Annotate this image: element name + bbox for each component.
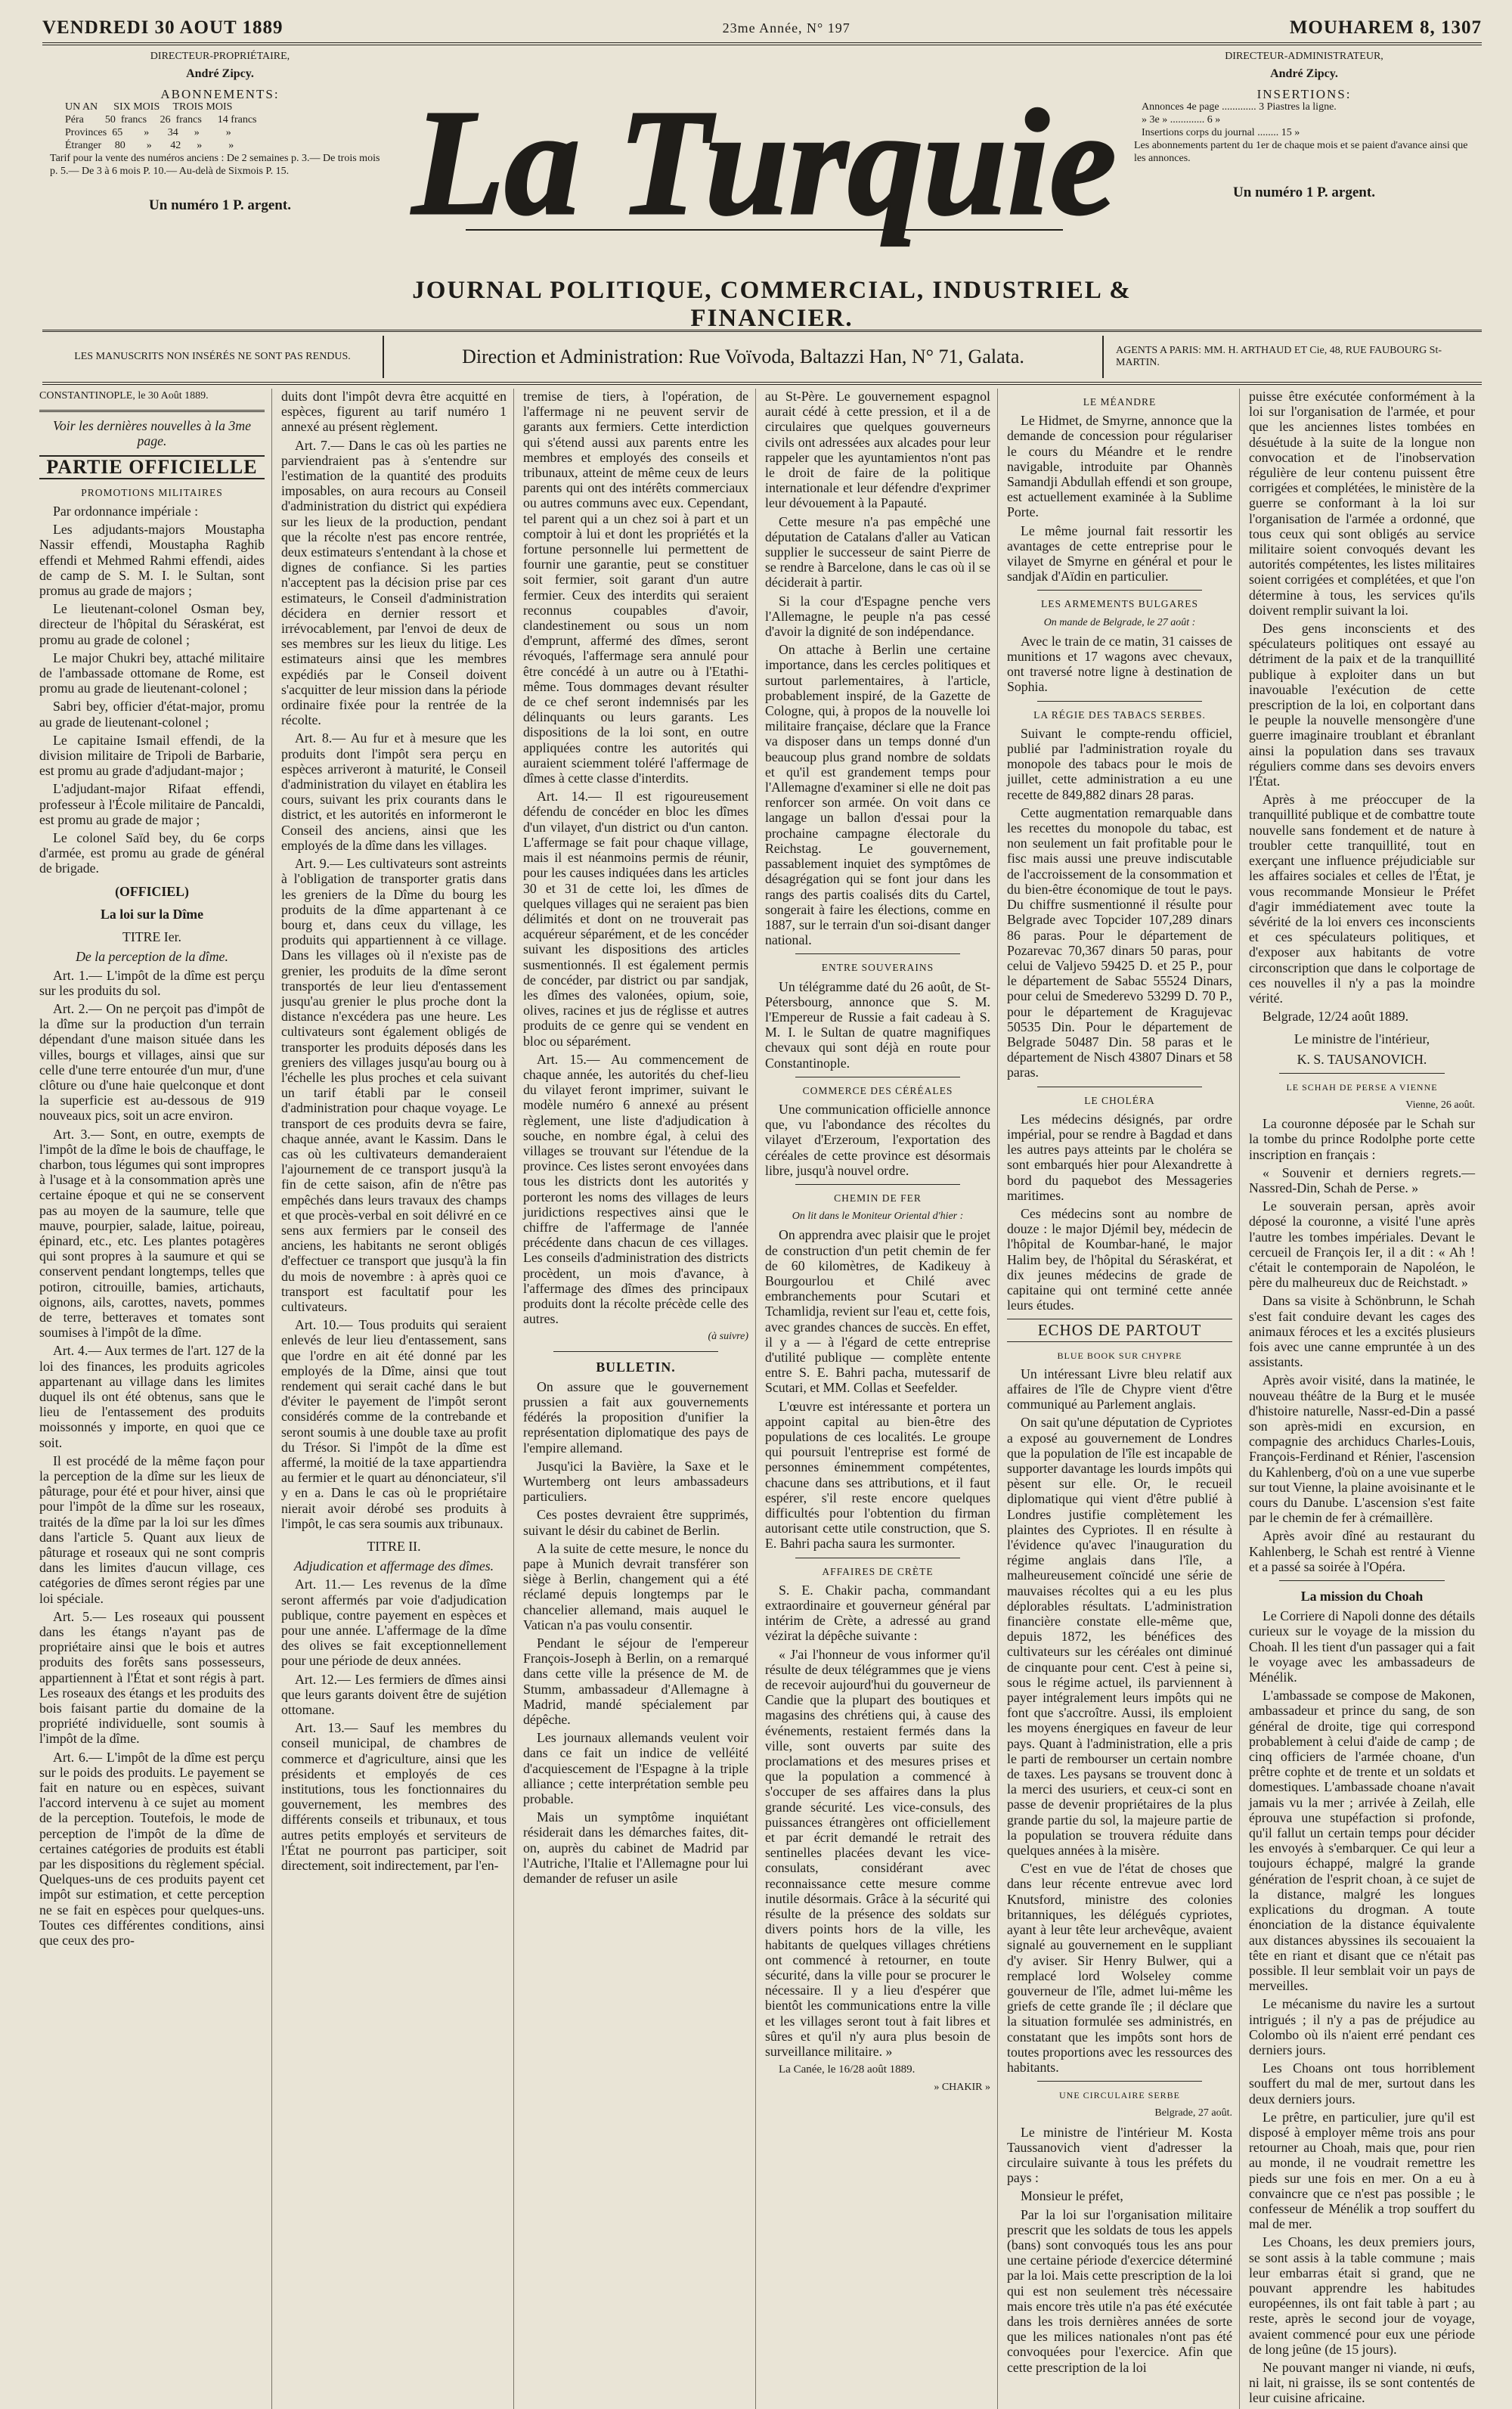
masthead-subtitle: JOURNAL POLITIQUE, COMMERCIAL, INDUSTRIEL & FINANCIER. (412, 277, 1132, 332)
paragraph: Le major Chukri bey, attaché militaire de l'ambassade ottomane de Rome, est promu au grade de lieutenant-colonel ; (39, 650, 265, 696)
paragraph: L'œuvre est intéressante et portera un appoint capital au bien-être des populations de ces localités. Le groupe qui poursuit l'entreprise est formé de personnes éminemment compétentes, chacune dans ses attributions, et il faut espérer, s'il reste encore quelques difficultés pour l'obtention du firman autorisant cette utile construction, que S. E. Bahri pacha saura les surmonter. (765, 1398, 990, 1552)
paragraph: Art. 10.— Tous produits qui seraient enlevés de leur lieu d'entassement, sans que l'ordre en ait été donné par les employés de la Dîme, ainsi que tout rendement qui serait caché dans le but d'éviter le payement de l'impôt seront considérés comme de la contrebande et seront soumis à une double taxe au profit du Trésor. Si l'impôt de la dîme est affermé, la moitié de la taxe appartiendra au fermier et le quart au dénonciateur, s'il y en a. Dans le cas où le propriétaire nierait avoir dérobé ses produits à l'impôt, le cas sera soumis aux tribunaux. (281, 1317, 507, 1531)
insertions-title: INSERTIONS: (1256, 87, 1352, 101)
paragraph: tremise de tiers, à l'opération, de l'affermage ni ne peuvent servir de garants aux fermiers. Cette interdiction qui s'étend aussi aux parents entre les membres et employés des conseils et tribunaux, atteint de même ceux de leurs parents qui ont des intérêts commerciaux ou autres communs avec eux. Cependant, tel parent qui a un chez soi à part et un comptoir à lui et dont les propriétés et la fortune personnelle lui permettent de fournir une garantie, peut se constituer soit fermier, soit garant d'un autre fermier. Ceux des interdits qui seraient reconnus coupables d'avoir, clandestinement ou sous un nom d'emprunt, affermé des dîmes, seront révoqués, l'affermage sera annulé pour être concédé à un autre ou à l'Etathi-même. Tous dommages devant résulter de ce chef seront indemnisés par les délinquants ou leurs garants. Les dispositions de la loi sont, en outre appliquées contre les autorités qui auraient sciemment toléré l'affermage de dîmes à cette classe d'interdits. (523, 389, 748, 786)
issue-number: 23me Année, N° 197 (722, 20, 850, 36)
abonnements-row: Provinces 65 » 34 » » (65, 127, 231, 138)
paragraph: Art. 14.— Il est rigoureusement défendu de concéder en bloc les dîmes d'un vilayet, d'un district ou d'un canton. L'affermage se fait pour chaque village, mais il est néanmoins permis de réunir, pour les causes indiquées dans les articles 30 et 31 de cette loi, les dîmes de quelques villages qui ne seraient pas bien délimités et dont on ne trouverait pas acquéreur séparément, et de les concéder suivant les dispositions des articles susmentionnés. Il est également permis de concéder, par district ou par sandjak, les dîmes des valonées, opium, soie, olives, racines et jus de réglisse et autres produits de ce genre qui se vendent en bloc ou séparément. (523, 789, 748, 1049)
article-heading: La mission du Choah (1300, 1589, 1424, 1604)
title-heading: TITRE Ier. (122, 929, 181, 945)
paragraph: A la suite de cette mesure, le nonce du pape à Munich devrait transférer son siège à Berlin, changement qui a été réclamé depuis longtemps par le chancelier allemand, mais auquel le Vatican n'a pas voulu consentir. (523, 1540, 748, 1632)
paragraph: Art. 12.— Les fermiers de dîmes ainsi que leurs garants doivent être de sujétion ottomane. (281, 1671, 507, 1718)
paragraph: Il est procédé de la même façon pour la perception de la dîme sur les lieux de pâturage, pour été et pour hiver, ainsi que pour l'impôt de la dîme sur les roseaux, traités de la dîme par la loi sur les dîmes dans l'article 5. Quant aux lieux de pâturage et roseaux qui ne sont compris dans les limites d'aucun village, ces catégories de dîmes seront régies par une loi spéciale. (39, 1453, 265, 1606)
abonnements-row: Étranger 80 » 42 » » (65, 140, 234, 151)
title-heading: TITRE II. (367, 1539, 421, 1555)
article-heading: AFFAIRES DE CRÈTE (822, 1565, 934, 1577)
paragraph: L'ambassade se compose de Makonen, ambassadeur et prince du sang, de son général de droite, tige qui correspond probablement à celui d'aide de camp ; de cinq officiers de l'armée choane, d'un prêtre cophte et de trente et un soldats et domestiques. L'ambassade choane n'avait jamais vu la mer ; arrivée à Zeilah, elle éprouva une stupéfaction si profonde, qu'il fallut un certain temps pour décider les envoyés à s'embarquer. Ce qui leur a toujours échappé, malgré la grande génération de l'esprit choan, à ce sujet de la distance, malgré les longues explications du drogman. A toute énonciation de la distance équivalente aux distances abyssines ils secouaient la tête en riant et disant que ce n'était pas possible. Il leur semblait voir un pays de merveilles. (1249, 1688, 1475, 1994)
paragraph: L'adjudant-major Rifaat effendi, professeur à l'École militaire de Pancaldi, est promu au grade de major ; (39, 781, 265, 827)
article-heading: LE CHOLÉRA (1084, 1094, 1155, 1106)
paragraph: Art. 7.— Dans le cas où les parties ne parviendraient pas à s'entendre sur l'estimation de la quantité des produits imposables, on aura recours au Conseil d'administration du district qui expédiera sur les lieux de la production, pendant que la récolte n'est pas encore rentrée, deux estimateurs s'entendant à la chose et dignes de confiance. Si les parties n'acceptent pas la décision prise par ces estimateurs, le Conseil d'administration décidera en dernier ressort et irrévocablement, par l'envoi de deux de ses membres sur les lieux du litige. Les estimateurs ainsi que les membres expédiés par le Conseil doivent s'acquitter de leur mission dans la période ordinaire fixée pour la rentrée de la récolte. (281, 437, 507, 728)
date-left: VENDREDI 30 AOUT 1889 (42, 17, 284, 38)
paragraph: Le souverain persan, après avoir déposé la couronne, a visité l'une après l'autre les tombes impériales. Devant le cercueil de François Ier, il a dit : « Ah ! c'était le contemporain de Napoléon, le père du malheureux duc de Reichstadt. » (1249, 1198, 1475, 1291)
paragraph: Un télégramme daté du 26 août, de St-Pétersbourg, annonce que S. M. l'Empereur de Russie a fait cadeau à S. M. I. le Sultan de quatre magnifiques chevaux qui sont déjà en route pour Constantinople. (765, 978, 990, 1071)
dateline: Belgrade, 27 août. (1154, 2107, 1232, 2119)
article-heading: LA RÉGIE DES TABACS SERBES. (1033, 708, 1206, 721)
abonnements-title: ABONNEMENTS: (160, 87, 280, 101)
insertions-line: Annonces 4e page ............. 3 Piastres la ligne. (1142, 101, 1337, 113)
date-right: MOUHAREM 8, 1307 (1289, 17, 1482, 38)
paragraph: Ne pouvant manger ni viande, ni œufs, ni lait, ni graisse, ils se sont contentés de leur cuisine africaine. (1249, 2359, 1475, 2406)
masthead-title-logo (413, 54, 1116, 266)
article-heading: ENTRE SOUVERAINS (821, 962, 934, 974)
administrator-role: DIRECTEUR-ADMINISTRATEUR, (1225, 51, 1383, 62)
paragraph: Suivant le compte-rendu officiel, publié par l'administration royale du monopole des tabacs pour le mois de juillet, cette administration a eu une recette de 849,882 dinars 28 paras. (1007, 725, 1232, 802)
article-heading: COMMERCE DES CÉRÉALES (802, 1084, 953, 1096)
paragraph: Art. 3.— Sont, en outre, exempts de l'impôt de la dîme le bois de chauffage, le charbon, tous légumes qui sont impropres à l'usage et à la consommation après une certaine époque et qui ne se conservent pas au moyen de la saumure, telle que mauve, pourpier, salade, laitue, poireau, épinard, etc., etc. Les plantes potagères qui sont propres à la saumure et qui se conservent pendant longtemps, telles que potiron, citrouille, bamies, artichauts, oignons, ails, carottes, navets, pommes de terre, betteraves et tomates sont soumises à l'impôt de la dîme. (39, 1126, 265, 1341)
paragraph: Par ordonnance impériale : (53, 504, 199, 519)
article-heading: LE MÉANDRE (1083, 396, 1157, 408)
insertions-line: Insertions corps du journal ........ 15 » (1142, 127, 1300, 138)
paragraph: S. E. Chakir pacha, commandant extraordinaire et gouverneur général par intérim de Crète, a adressé au grand vézirat la dépêche suivante : (765, 1582, 990, 1644)
paragraph: Les adjudants-majors Moustapha Nassir effendi, Moustapha Raghib effendi et Mehmed Rahmi effendi, aides de camp de S. M. I. le Sultan, sont promus au grade de majors ; (39, 522, 265, 599)
paragraph: Si la cour d'Espagne penche vers l'Allemagne, le peuple n'a pas cessé d'avoir la dignité de son indépendance. (765, 593, 990, 640)
column-4 (765, 389, 998, 2409)
paragraph: Dans sa visite à Schönbrunn, le Schah s'est fait conduire devant les cages des animaux féroces et les a excités plusieurs fois avec une canne empruntée à un des assistants. (1249, 1293, 1475, 1370)
paragraph: Art. 6.— L'impôt de la dîme est perçu sur le poids des produits. Le payement se fait en nature ou en espèces, suivant l'accord intervenu à ce sujet au moment de la perception. Toutefois, le mode de perception de l'impôt de la dîme de certaines catégories de produits est établi par les dispositions du règlement spécial. Quelques-uns de ces produits payent cet impôt sur estimation, et cette perception ne se fait en espèces pour quelques-uns. Toutes ces différentes conditions, ainsi que ceux des pro- (39, 1749, 265, 1949)
paragraph: Un intéressant Livre bleu relatif aux affaires de l'île de Chypre vient d'être communiqué au Parlement anglais. (1007, 1366, 1232, 1412)
paragraph: Pendant le séjour de l'empereur François-Joseph à Berlin, on a remarqué dans cette ville la présence de M. de Stumm, ambassadeur d'Allemagne à Madrid, mandé spécialement par dépêche. (523, 1635, 748, 1728)
paragraph: Par la loi sur l'organisation militaire prescrit que les soldats de tous les appels (bans) sont convoqués tous les ans pour une certaine période d'exercice déterminé par la loi. Mais cette prescription de la loi qui est non seulement très nécessaire mais encore très utile n'a pas été exécutée dans les trois dernières années de sorte que les milices nationales n'ont pas été convoquées pour l'exercice. Afin que cette prescription de la loi (1007, 2206, 1232, 2375)
paragraph: Jusqu'ici la Bavière, la Saxe et le Wurtemberg ont leurs ambassadeurs particuliers. (523, 1458, 748, 1505)
masthead (42, 50, 1482, 332)
paragraph: On assure que le gouvernement prussien a fait aux gouvernements fédérés la proposition d'unifier la représentation diplomatique des pays de l'empire allemand. (523, 1378, 748, 1456)
abonnements-cols: UN AN SIX MOIS TROIS MOIS (65, 101, 233, 113)
paragraph: Avec le train de ce matin, 31 caisses de munitions et 17 wagons avec chevaux, ont traversé notre ligne à destination de Sophia. (1007, 633, 1232, 695)
paragraph: Les journaux allemands veulent voir dans ce fait un indice de velléité d'acquiescement de l'Espagne à la triple alliance ; cette interprétation semble peu probable. (523, 1730, 748, 1807)
paragraph: Le ministre de l'intérieur M. Kosta Taussanovich vient d'adresser la circulaire suivante à tous les préfets du pays : (1007, 2124, 1232, 2186)
section-label: (OFFICIEL) (115, 883, 189, 899)
paris-agents: AGENTS A PARIS: MM. H. ARTHAUD ET Cie, 48, RUE FAUBOURG St-MARTIN. (1116, 345, 1442, 368)
article-heading: LE SCHAH DE PERSE A VIENNE (1286, 1081, 1438, 1093)
insertions-note: Les abonnements partent du 1er de chaque mois et se paient d'avance ainsi que les annonces. (1134, 140, 1468, 164)
paragraph: Art. 11.— Les revenus de la dîme seront affermés par voie d'adjudication publique, contre payement en espèces et pour une année. L'affermage de la dîme des olives se fait exceptionnellement pour une période de deux années. (281, 1577, 507, 1669)
article-columns (39, 389, 1482, 2406)
paragraph: Après avoir dîné au restaurant du Kahlenberg, le Schah est rentré à Vienne et a passé sa soirée à l'Opéra. (1249, 1528, 1475, 1574)
paragraph: Le mécanisme du navire les a surtout intrigués ; il n'y a pas de préjudice au Colombo où ils n'aient erré pendant ces derniers jours. (1249, 1996, 1475, 2057)
paragraph: Belgrade, 12/24 août 1889. (1263, 1009, 1409, 1025)
dateline: La Canée, le 16/28 août 1889. (779, 2063, 916, 2076)
paragraph: On apprendra avec plaisir que le projet de construction d'un petit chemin de fer de 60 kilomètres, de Kadikeuy à Bourgourlou et Chilé avec embranchements pour Scutari et Tchamlidja, revient sur l'eau et, cette fois, avec grandes chances de succès. En effet, il y a — à l'égard de cette entreprise d'utilité publique — complète entente entre S. E. Bahri pacha, mutessarif de Scutari, et MM. Collas et Seefelder. (765, 1227, 990, 1396)
insertions-box (1126, 50, 1482, 199)
source-note: On mande de Belgrade, le 27 août : (1043, 616, 1196, 628)
subscriptions-box (42, 50, 398, 212)
info-bar (42, 330, 1482, 385)
subheading: De la perception de la dîme. (76, 949, 228, 965)
paragraph: puisse être exécutée conformément à la loi sur l'organisation de l'armée, et pour que les anciennes listes tombées en désuétude à la suite de la longue non convocation et de l'inobservation régulière de leur contenu puissent être corrigées et complétées, le ministère de la guerre se conformant à la loi sur l'organisation de l'armée a ordonné, que tous ceux qui sont obligés au service militaire soient convoqués devant les autorités compétentes, les listes militaires soient corrigées et complétées, et que l'on détermine à tous, les services qu'ils doivent remplir suivant la loi. (1249, 389, 1475, 618)
see-news-note: Voir les dernières nouvelles à la 3me page. (52, 418, 252, 449)
paragraph: Le prêtre, en particulier, jure qu'il est disposé à employer même trois ans pour retourner au Choah, mais que, pour rien au monde, il ne voudrait remettre les pieds sur une fois en mer. On a eu à convaincre que ce n'est pas possible ; le confesseur de Ménélik a trop souffert du mal de mer. (1249, 2109, 1475, 2232)
paragraph: Art. 4.— Aux termes de l'art. 127 de la loi des finances, les produits agricoles appartenant au village dans les limites duquel ils ont été obtenus, sans que le lieu de l'entassement des produits moissonnés y importe, en quoi que ce soit. (39, 1343, 265, 1450)
paragraph: Ces postes devraient être supprimés, suivant le désir du cabinet de Berlin. (523, 1507, 748, 1538)
paragraph: Mais un symptôme inquiétant résiderait dans les démarches faites, dit-on, auprès du cabinet de Madrid par l'Autriche, l'Italie et l'Allemagne pour lui demander de refuser un asile (523, 1809, 748, 1887)
paragraph: Cette mesure n'a pas empêché une députation de Catalans d'aller au Vatican supplier le successeur de saint Pierre de se rendre à Barcelone, dans le cas où il se déciderait à partir. (765, 513, 990, 591)
direction-address: Direction et Administration: Rue Voïvoda, Baltazzi Han, N° 71, Galata. (384, 336, 1104, 378)
paragraph: duits dont l'impôt devra être acquitté en espèces, figurent au tarif numéro 1 annexé au présent règlement. (281, 389, 507, 435)
bulletin-heading: BULLETIN. (596, 1359, 676, 1375)
paragraph: Le lieutenant-colonel Osman bey, directeur de l'hôpital du Séraskérat, est promu au grade de colonel ; (39, 601, 265, 647)
paragraph: Art. 13.— Sauf les membres du conseil municipal, de chambres de commerce et d'agriculture, ainsi que les présidents et employés de ces institutions, tous les fonctionnaires du gouvernement, les membres des différents conseils et tribunaux, et tous autres petits employés et serviteurs de l'État ne pourront pas participer, soit directement, soit indirectement, par l'en- (281, 1720, 507, 1874)
paragraph: Art. 2.— On ne perçoit pas d'impôt de la dîme sur la production d'un terrain dépendant d'une maison située dans les villes, bourgs et villages, ainsi que sur celle d'une terre entourée d'un mur, d'une clôture ou d'une haie quelconque et dont la superficie est au-dessous de 919 nouveaux pics, soit un acre environ. (39, 1000, 265, 1124)
article-heading: LES ARMEMENTS BULGARES (1040, 598, 1199, 610)
column-6 (1249, 389, 1482, 2409)
dateline: Vienne, 26 août. (1405, 1099, 1475, 1111)
subheading: Adjudication et affermage des dîmes. (293, 1558, 494, 1574)
masthead-title: La Turquie (412, 79, 1117, 246)
section-heading: PARTIE OFFICIELLE (39, 455, 265, 479)
paragraph: Art. 5.— Les roseaux qui poussent dans les étangs n'ayant pas de propriétaire ainsi que le bois et autres produits des forêts sans possesseurs, appartiennent à l'État et sont régis à part. Les roseaux des étangs et les produits des bois faisant partie du domaine de la propriété individuelle, sont soumis à l'impôt de la dîme. (39, 1608, 265, 1747)
paragraph: Des gens inconscients et des spéculateurs politiques ont essayé au détriment de la paix et de la tranquillité publique à exploiter dans un but inavouable l'exécution de cette prescription de la loi, en colportant dans le peuple la nouvelle mensongère d'une guerre imaginaire troublant et ébranlant ainsi la population dans ses travaux réguliers comme dans ses devoirs envers l'État. (1249, 621, 1475, 789)
manuscripts-notice: LES MANUSCRITS NON INSÉRÉS NE SONT PAS RENDUS. (42, 336, 384, 378)
paragraph: Art. 8.— Au fur et à mesure que les produits dont l'impôt sera perçu en espèces arriveront à maturité, le Conseil d'administration du vilayet en établira les cours, suivant les prix courants dans le district, et les autorités en informeront le Conseil des anciens, ainsi que les employés de la dîme dans les villages. (281, 730, 507, 853)
paragraph: Monsieur le préfet, (1021, 2188, 1123, 2204)
paragraph: C'est en vue de l'état de choses que dans leur récente entrevue avec lord Knutsford, ministre des colonies britanniques, les délégués cypriotes, ayant à leur tête leur archevêque, avaient signalé au gouvernement en le suppliant d'y aviser. Sir Henry Bulwer, qui a remplacé lord Wolseley comme gouverneur de l'île, admet lui-même les griefs de cette grande île ; il déclare que la situation formulée ses administrés, en constatant que les impôts sont hors de toutes proportions avec les ressources des habitants. (1007, 1861, 1232, 2075)
paragraph: Une communication officielle annonce que, vu l'abondance des récoltes du vilayet d'Erzeroum, l'exportation des céréales de cette province est désormais libre, jusqu'à nouvel ordre. (765, 1101, 990, 1178)
paragraph: Art. 15.— Au commencement de chaque année, les autorités du chef-lieu du vilayet feront imprimer, suivant le modèle numéro 6 annexé au présent règlement, une liste d'adjudication à souche, en nombre égal, à celui des villages se trouvant sur l'étendue de la province. Ces listes seront envoyées dans tous les districts dont les autorités y porteront les noms des villages de leurs juridictions respectives ainsi que le chiffre de l'affermage de l'année précédente dans chacun de ces villages. Les conseils d'administration des districts procèdent, un mois d'avance, à l'affermage des dîmes des principaux produits dont la récolte précède celle des autres. (523, 1051, 748, 1327)
abonnements-row: Péra 50 francs 26 francs 14 francs (65, 114, 257, 126)
section-heading: ECHOS DE PARTOUT (1007, 1319, 1232, 1341)
price-right: Un numéro 1 P. argent. (1233, 184, 1375, 200)
administrator-name: André Zipcy. (1270, 67, 1338, 80)
paragraph: Après à me préoccuper de la tranquillité publique et de combattre toute nouvelle sans fondement et de nature à troubler cette tranquillité, tout en exerçant une influence préjudiciable sur les affaires sociales et celles de l'État, je vous recommande Monsieur le Préfet d'agir immédiatement avec toute la sévérité de la loi envers ces inconscients et ces spéculateurs politiques, et d'exposer aux habitants de votre circonscription que dans le colportage de ces nouvelles il n'y a pas la moindre vérité. (1249, 792, 1475, 1006)
column-2 (281, 389, 514, 2409)
price-left: Un numéro 1 P. argent. (149, 197, 291, 213)
paragraph: On attache à Berlin une certaine importance, dans les cercles politiques et surtout parlementaires, à l'article, probablement inspiré, de la Gazette de Cologne, qui, à propos de la nouvelle loi militaire française, déclare que la France va disposer dans un temps donné d'un beaucoup plus grand nombre de soldats et qu'il est grandement temps pour l'Allemagne d'examiner si elle ne doit pas renforcer son armée. On voit dans ce langage un ballon d'essai pour la prochaine campagne électorale du Reichstag. Le gouvernement, passablement inquiet des symptômes de désagrégation qui se font jour dans les rangs des partis coalisés dits du Cartel, songerait à faire les élections, comme en 1887, sur le terrain d'un soi-disant danger national. (765, 642, 990, 948)
paragraph: Après avoir visité, dans la matinée, le nouveau théâtre de la Burg et le musée d'histoire naturelle, Nassr-ed-Din a passé son après-midi en excursion, en compagnie des archiducs Charles-Louis, François-Ferdinand et Rénier, l'ascension du Kahlenberg, d'où on a une vue superbe sur tout Vienne, la plaine avoisinante et le cours du Danube. L'ascension s'est faite par le chemin de fer à crémaillère. (1249, 1372, 1475, 1526)
signature: » CHAKIR » (934, 2082, 990, 2094)
paragraph: Les Choans ont tous horriblement souffert du mal de mer, surtout dans les deux derniers jours. (1249, 2060, 1475, 2107)
insertions-line: » 3e » ............. 6 » (1142, 114, 1221, 126)
article-heading: UNE CIRCULAIRE SERBE (1058, 2090, 1180, 2101)
paragraph: Sabri bey, officier d'état-major, promu au grade de lieutenant-colonel ; (39, 699, 265, 730)
paragraph: « J'ai l'honneur de vous informer qu'il résulte de deux télégrammes que je viens de recevoir aujourd'hui du gouverneur de Candie que la plupart des boutiques et magasins des chrétiens qui, à cause des événements, restaient fermés dans la ville, sont ouverts par suite des proclamations et des mesures prises et que la population a commencé à s'occuper de ses affaires dans la plus grande sécurité. Les vice-consuls, des puissances étrangères ont officiellement et par écrit demandé le retrait des sentinelles placées devant les vice-consulats, considérant avec reconnaissance cette mesure comme inutile désormais. Grâce à la sécurité qui résulte de la présence des soldats sur divers points hors de la ville, les habitants de quelques villages chrétiens ont commencé à retourner, en toute sécurité, dans la ville pour se procurer le nécessaire. Il y a lieu d'espérer que bientôt les communications entre la ville et les villages seront tout à fait libres et sûres et qu'il n'y aura plus besoin de surveillance militaire. » (765, 1646, 990, 2059)
paragraph: au St-Père. Le gouvernement espagnol aurait cédé à cette pression, et il a de circulaires que quelques gouverneurs civils ont adressées aux alcades pour leur rappeler que les ayuntamientos n'ont pas le droit de faire de la politique internationale et leur défendre d'exprimer leur dévouement à la Papauté. (765, 389, 990, 511)
article-heading: La loi sur la Dîme (101, 906, 203, 922)
signature-name: K. S. TAUSANOVICH. (1297, 1051, 1427, 1067)
article-heading: BLUE BOOK SUR CHYPRE (1057, 1350, 1182, 1361)
paragraph: « Souvenir et derniers regrets.—Nassred-Din, Schah de Perse. » (1249, 1164, 1475, 1195)
paragraph: Art. 1.— L'impôt de la dîme est perçu sur les produits du sol. (39, 967, 265, 998)
paragraph: Le colonel Saïd bey, du 6e corps d'armée, est promu au grade de général de brigade. (39, 830, 265, 876)
to-be-continued: (à suivre) (708, 1331, 748, 1343)
column-5 (1007, 389, 1240, 2409)
article-heading: CHEMIN DE FER (834, 1192, 922, 1204)
column-3 (523, 389, 756, 2409)
date-line (42, 14, 1482, 45)
paragraph: Le capitaine Ismail effendi, de la division militaire de Tripoli de Barbarie, est promu au grade d'adjudant-major ; (39, 732, 265, 779)
paragraph: Les Choans, les deux premiers jours, se sont assis à la table commune ; mais leur embarras était si grand, que ne pouvant apprendre les habitudes européennes, ils ont fait table à part ; au reste, après le second jour de voyage, avaient commencé pour eux une période de long jeûne (de 15 jours). (1249, 2234, 1475, 2357)
paragraph: On sait qu'une députation de Cypriotes a exposé au gouvernement de Londres que la population de l'île est incapable de supporter davantage les lourds impôts qui pèsent sur elle. Or, le recueil diplomatique qui vient d'être publié à Londres justifie complètement les plaintes des Cypriotes. Il en résulte à l'évidence qu'avec l'inauguration du régime anglais dans l'île, a malheureusement coïncidé une série de mauvaises récoltes qui a eu les plus déplorables résultats. L'administration financière constate elle-même que, depuis 1872, les bénéfices des cultivateurs sur les céréales ont diminué de cinquante pour cent. C'est à peine si, sous le régime actuel, ils parviennent à payer intégralement leurs impôts qui ne font que s'accroître. Aussi, ils emploient les moyens énergiques en faveur de leur pays. Quant à l'administration, elle a pris le parti de rembourser un certain nombre de taxes. Les paysans se trouvent donc à la merci des usuriers, et ceux-ci sont en passe de devenir propriétaires de la plus grande partie du sol, la majeure partie de la population se trouvera réduite dans quelques années à la misère. (1007, 1415, 1232, 1859)
paragraph: Ces médecins sont au nombre de douze : le major Djémil bey, médecin de l'hôpital de Koumbar-hané, le major Halim bey, de l'hôpital du Séraskérat, et dix jeunes médecins de grade de capitaine qui ont terminé cette année leurs études. (1007, 1205, 1232, 1313)
column-1 (39, 389, 272, 2409)
paragraph: La couronne déposée par le Schah sur la tombe du prince Rodolphe porte cette inscription en français : (1249, 1116, 1475, 1162)
dateline: CONSTANTINOPLE, le 30 Août 1889. (39, 390, 209, 402)
source-note: On lit dans le Moniteur Oriental d'hier : (792, 1211, 964, 1223)
paragraph: Le même journal fait ressortir les avantages de cette entreprise pour le vilayet de Smyrne en général et pour le sandjak d'Aïdin en particulier. (1007, 522, 1232, 584)
paragraph: Le Hidmet, de Smyrne, annonce que la demande de concession pour régulariser le cours du Méandre et le rendre navigable, introduite par Ohannès Samandji Abdullah effendi et son groupe, est actuellement examinée à la Sublime Porte. (1007, 413, 1232, 520)
tarif-text: Tarif pour la vente des numéros anciens : De 2 semaines p. 3.— De trois mois p. 5.— De 3 à 6 mois P. 10.— Au-delà de Sixmois P. 15. (50, 153, 380, 177)
article-heading: PROMOTIONS MILITAIRES (81, 486, 223, 498)
signature-role: Le ministre de l'intérieur, (1294, 1031, 1430, 1047)
director-name: André Zipcy. (186, 67, 254, 80)
paragraph: Le Corriere di Napoli donne des détails curieux sur le voyage de la mission du Choah. Il les tient d'un passager qui a fait le voyage avec les ambassadeurs de Ménélik. (1249, 1608, 1475, 1685)
director-role: DIRECTEUR-PROPRIÉTAIRE, (150, 51, 290, 62)
paragraph: Art. 9.— Les cultivateurs sont astreints à l'obligation de transporter gratis dans les greniers de la Dîme du bourg les produits de la dîme appartenant à ce bourg et, dans ceux du village, les produits qui appartiennent à ce village. Dans les villages où il n'existe pas de grenier, les produits de la dîme seront transportés de leur lieu d'entassement jusqu'au grenier le plus proche dont la distance n'excédera pas une heure. Les cultivateurs sont également obligés de transporter les produits déposés dans les greniers des villages jusqu'au bourg ou à l'échelle les plus proches et cela suivant un tarif établi par le conseil d'administration pour chaque voyage. Le transport de ces produits devra se faire, chaque année, avant le Kassim. Dans le cas où les cultivateurs demanderaient l'ajournement de ce transport jusqu'à la fin de cette saison, afin de n'être pas empêchés dans leurs travaux des champs et que procès-verbal en soit délivré en ce sens aux fermiers par le conseil des anciens, les habitants ne seront obligés d'effectuer ce transport que jusqu'à la fin du mois de novembre : à après quoi ce transport est facultatif pour les cultivateurs. (281, 856, 507, 1314)
paragraph: Les médecins désignés, par ordre impérial, pour se rendre à Bagdad et dans les autres pays atteints par le choléra se sont embarqués hier pour Alexandrette à bord du paquebot des Messageries maritimes. (1007, 1111, 1232, 1203)
paragraph: Cette augmentation remarquable dans les recettes du monopole du tabac, est non seulement un fait profitable pour le fisc mais aussi une preuve indiscutable de l'accroissement de la consommation et du bien-être économique de tout le pays. Du chiffre susmentionné il résulte pour Belgrade avec Topcider 107,289 dinars 86 paras. Pour le département de Pozarevac 70,367 dinars 50 paras, pour celui de Valjevo 59425 D. et 25 P., pour le département de Sabac 55524 Dinars, pour celui de Smederevo 53299 D. 70 P., pour le département de Kragujevac 50535 Din. Pour le département de Belgrade 50487 Din. 58 paras et le département de Nisch 43807 Dinars et 58 paras. (1007, 805, 1232, 1080)
